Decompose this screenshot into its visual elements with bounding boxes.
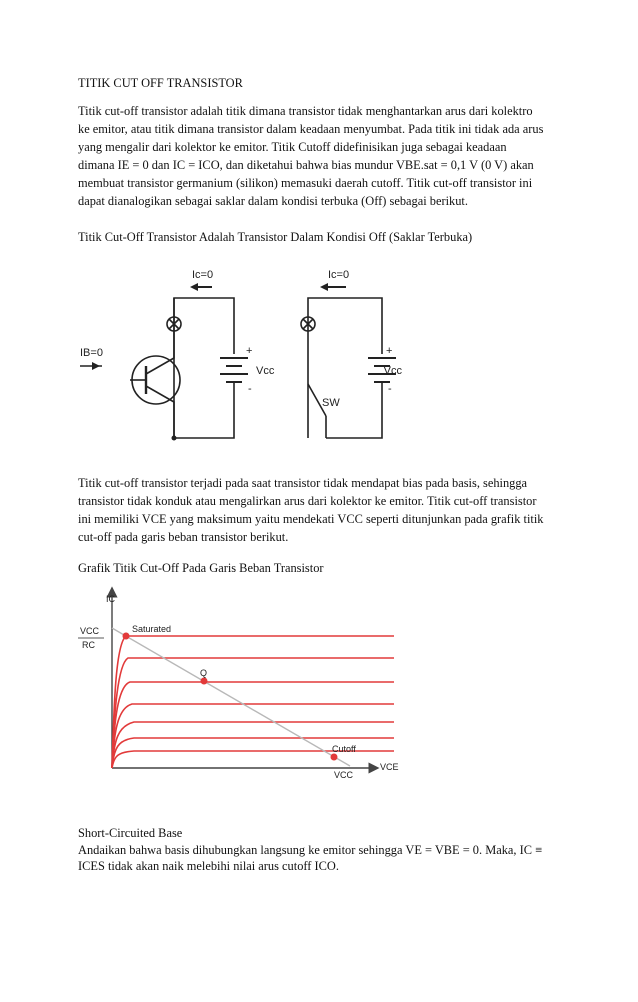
cutoff-point xyxy=(331,754,338,761)
text-line: dimana IE = 0 dan IC = ICO, dan diketahui bahwa bias mundur VBE.sat = 0,1 V (0 V) akan xyxy=(78,158,534,172)
x-axis-label: VCE xyxy=(380,762,399,772)
text-line: Andaikan bahwa basis dihubungkan langsung ke emitor sehingga VE = VBE = 0. Maka, IC ≡ xyxy=(78,843,543,857)
curve-line xyxy=(112,682,394,768)
ic-label-right: Ic=0 xyxy=(328,269,350,281)
plus-sign: + xyxy=(386,345,393,357)
text-line: Titik cut-off transistor adalah titik dimana transistor tidak menghantarkan arus dari kolektro xyxy=(78,104,533,118)
graph-heading: Grafik Titik Cut-Off Pada Garis Beban Transistor xyxy=(78,561,324,575)
text-line: ini memiliki VCE yang maksimum yaitu mendekati VCC seperti ditunjunkan pada grafik titik xyxy=(78,512,544,526)
page-title: TITIK CUT OFF TRANSISTOR xyxy=(78,76,243,90)
load-line-graph xyxy=(78,580,418,780)
intro-paragraph xyxy=(78,102,570,210)
plus-sign: + xyxy=(246,345,253,357)
current-arrow-icon xyxy=(92,362,100,370)
short-circuit-paragraph xyxy=(78,842,568,874)
text-line: ICES tidak akan naik melebihi nilai arus cutoff ICO. xyxy=(78,859,339,873)
load-line xyxy=(112,628,350,766)
q-point xyxy=(201,678,208,685)
saturated-label: Saturated xyxy=(132,624,172,634)
cutoff-label: Cutoff xyxy=(332,744,356,754)
curve-line xyxy=(112,704,394,768)
vcc-label-right: Vcc xyxy=(383,365,402,377)
circuit-heading: Titik Cut-Off Transistor Adalah Transistor Dalam Kondisi Off (Saklar Terbuka) xyxy=(78,230,473,244)
saturation-point xyxy=(123,633,130,640)
text-line: dapat dianalogikan sebagai saklar dalam kondisi terbuka (Off) sebagai berikut. xyxy=(78,194,468,208)
text-line: yang mengalir dari kolektor ke emitor. Titik Cutoff didefinisikan juga sebagai keadaan xyxy=(78,140,507,154)
ib-label: IB=0 xyxy=(80,347,103,359)
left-wire xyxy=(174,298,234,438)
vcc-tick-label: VCC xyxy=(334,770,354,780)
current-arrow-icon xyxy=(190,283,198,291)
text-line: ke emitor, atau titik dimana transistor dalam keadaan menyumbat. Pada titik ini tidak ada arus xyxy=(78,122,544,136)
text-line: membuat transistor germanium (silikon) memasuki daerah cutoff. Titik cut-off transistor ini xyxy=(78,176,533,190)
vcc-numerator: VCC xyxy=(80,626,100,636)
section-title: Short-Circuited Base xyxy=(78,826,183,840)
vcc-label-left: Vcc xyxy=(256,365,275,377)
ic-label-left: Ic=0 xyxy=(192,269,214,281)
cutoff-paragraph xyxy=(78,474,570,546)
text-line: cut-off pada garis beban transistor berikut. xyxy=(78,530,289,544)
text-line: transistor tidak konduk atau mengalirkan arus dari kolektor ke emitor. Titik cut-off transistor xyxy=(78,494,537,508)
q-label: Q xyxy=(200,668,208,678)
text-line: Titik cut-off transistor terjadi pada saat transistor tidak mendapat bias pada basis, sehingga xyxy=(78,476,528,490)
switch-label: SW xyxy=(322,397,340,409)
rc-denominator: RC xyxy=(82,640,95,650)
minus-sign: - xyxy=(388,383,392,395)
current-arrow-icon xyxy=(320,283,328,291)
y-axis-label: IC xyxy=(106,594,115,604)
cutoff-circuit-diagram xyxy=(70,258,410,448)
minus-sign: - xyxy=(248,383,252,395)
